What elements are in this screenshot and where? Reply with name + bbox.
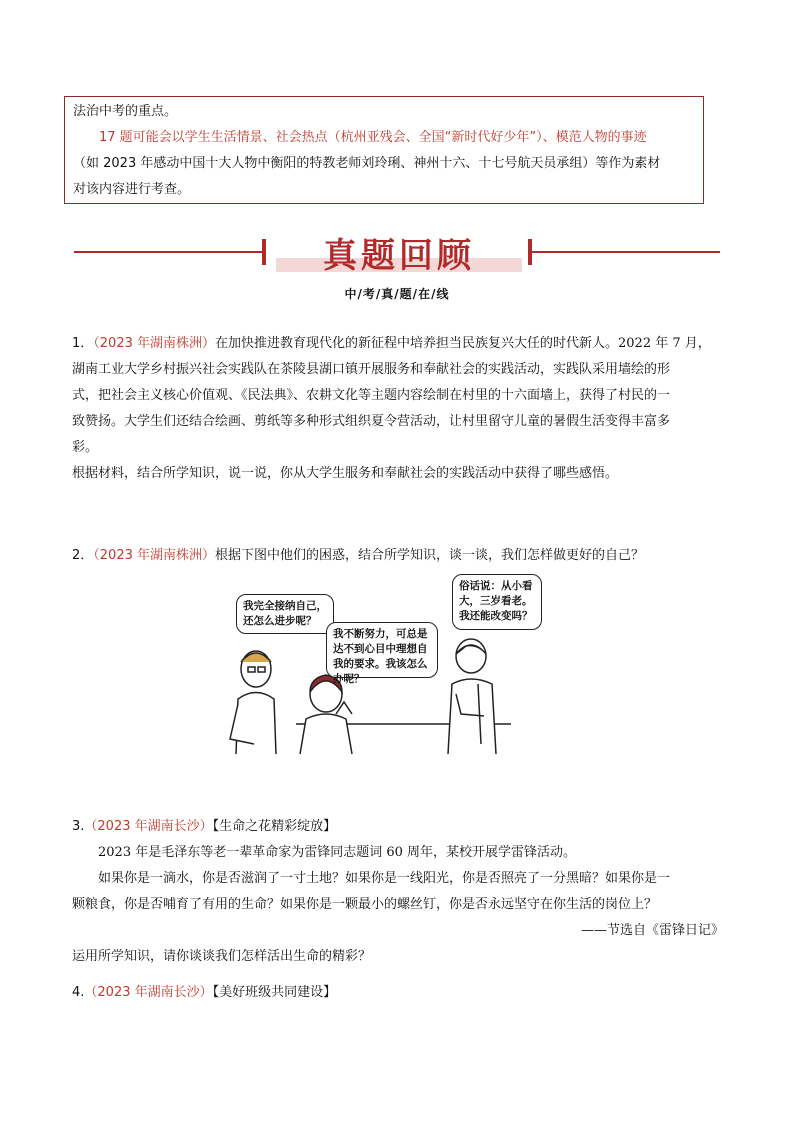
q4-source: （2023 年湖南长沙） [84,985,213,1000]
question-2 [72,543,724,569]
section-title: 真题回顾 [323,236,475,276]
q2-number: 2． [72,548,94,563]
q1-line: 彩。 [72,440,99,455]
q3-topic: 【生命之花精彩绽放】 [212,819,337,834]
note-line [73,125,695,151]
q3-source: （2023 年湖南长沙） [84,819,213,834]
note-line: （如 2023 年感动中国十大人物中衡阳的特教老师刘玲琍、神州十六、十七号航天员承组）等作为素材 [73,156,661,171]
q1-line: 式，把社会主义核心价值观、《民法典》、农耕文化等主题内容绘制在村里的十六面墙上，获得了村民的一 [72,388,671,403]
note-box [64,96,704,204]
q1-question: 根据材料，结合所学知识，说一说，你从大学生服务和奉献社会的实践活动中获得了哪些感悟。 [72,466,619,481]
question-4 [72,980,724,1006]
q3-para: 2023 年是毛泽东等老一辈革命家为雷锋同志题词 60 周年，某校开展学雷锋活动。 [98,845,577,860]
q3-para: 如果你是一滴水，你是否滋润了一寸土地？如果你是一线阳光，你是否照亮了一分黑暗？如果你是一 [98,871,671,886]
q1-line: 湖南工业大学乡村振兴社会实践队在茶陵县湖口镇开展服务和奉献社会的实践活动，实践队采用墙绘的形 [72,362,671,377]
question-3 [72,814,724,970]
q3-number: 3. [72,819,85,834]
note-line-text: 17 题可能会以学生生活情景、社会热点（杭州亚残会、全国“新时代好少年”）、模范人物的事迹 [99,130,647,145]
q4-topic: 【美好班级共同建设】 [212,985,337,1000]
q2-source: （2023 年湖南株洲） [93,548,215,563]
cartoon-illustration [226,574,566,754]
q3-question: 运用所学知识，请你谈谈我们怎样活出生命的精彩？ [72,949,372,964]
boy-left-figure [230,651,276,754]
speech-bubble-middle: 我不断努力，可总是达不到心目中理想自我的要求。我该怎么办呢？ [326,622,438,678]
speech-bubble-left: 我完全接纳自己，还怎么进步呢？ [236,594,334,634]
q1-line: 致赞扬。大学生们还结合绘画、剪纸等多种形式组织夏令营活动，让村里留守儿童的暑假生活变得丰富多 [72,414,671,429]
question-1 [72,331,724,487]
q3-header [72,814,724,840]
note-line: 法治中考的重点。 [73,104,178,119]
q1-number: 1． [72,336,94,351]
heading-rule-left [74,251,264,253]
q3-citation: ——节选自《雷锋日记》 [580,923,724,938]
q1-text: 在加快推进教育现代化的新征程中培养担当民族复兴大任的时代新人。2022 年 7 月， [215,336,711,351]
q1-source: （2023 年湖南株洲） [93,336,215,351]
note-line: 对该内容进行考查。 [73,182,191,197]
q2-question: 根据下图中他们的困惑，结合所学知识，谈一谈，我们怎样做更好的自己？ [215,548,645,563]
heading-bar-left [262,239,266,265]
heading-rule-right [532,251,720,253]
speech-bubble-right: 俗话说：从小看大，三岁看老。我还能改变吗？ [452,574,542,630]
q3-para: 颗粮食，你是否哺育了有用的生命？如果你是一颗最小的螺丝钉，你是否永远坚守在你生活的岗位上？ [72,897,658,912]
q1-line [72,331,724,357]
boy-right-figure [448,639,496,754]
section-subtitle: 中/考/真/题/在/线 [344,287,450,301]
q4-number: 4. [72,985,85,1000]
